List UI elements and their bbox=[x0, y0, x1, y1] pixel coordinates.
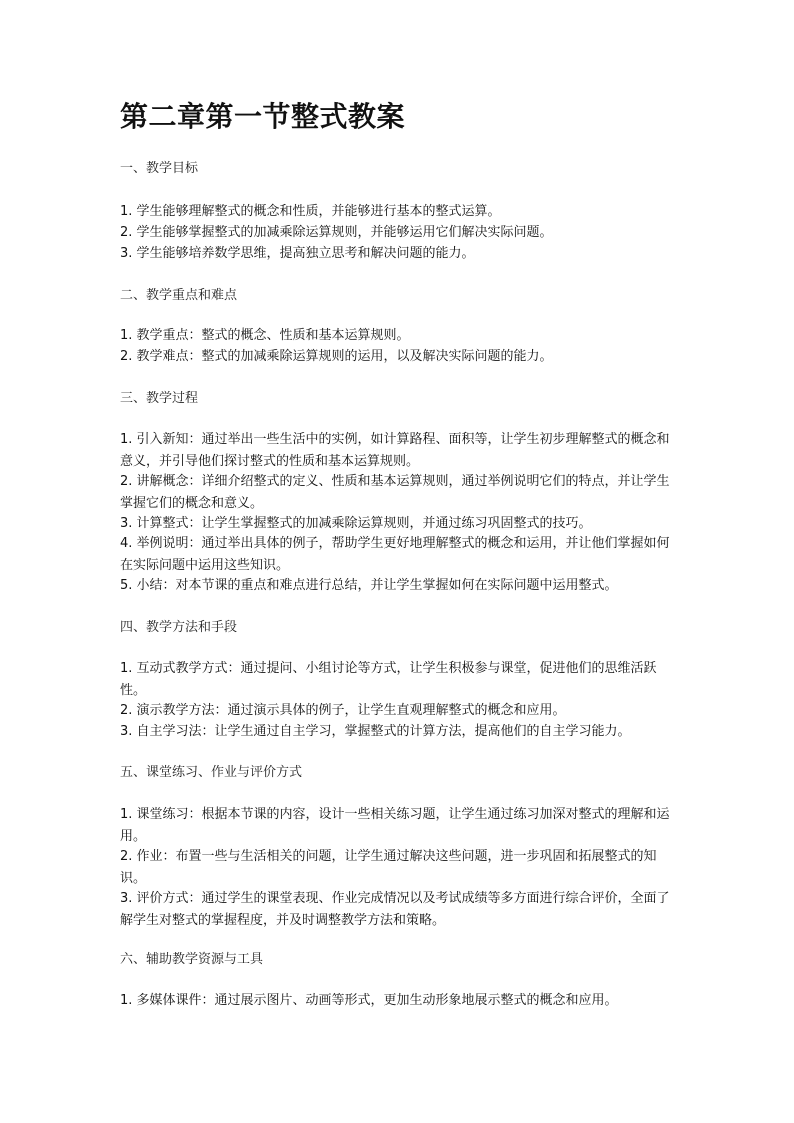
list-item: 2. 学生能够掌握整式的加减乘除运算规则，并能够运用它们解决实际问题。 bbox=[120, 225, 553, 240]
list-item: 1. 引入新知：通过举出一些生活中的实例，如计算路程、面积等，让学生初步理解整式的概念和意义，并引导他们探讨整式的性质和基本运算规则。 bbox=[120, 432, 670, 469]
list-item: 2. 演示教学方法：通过演示具体的例子，让学生直观理解整式的概念和应用。 bbox=[120, 703, 566, 718]
section-heading-key-points: 二、教学重点和难点 bbox=[120, 288, 238, 303]
list-item: 3. 计算整式：让学生掌握整式的加减乘除运算规则，并通过练习巩固整式的技巧。 bbox=[120, 516, 592, 531]
section-heading-methods: 四、教学方法和手段 bbox=[120, 620, 238, 635]
list-item: 1. 教学重点：整式的概念、性质和基本运算规则。 bbox=[120, 328, 410, 343]
list-item: 2. 教学难点：整式的加减乘除运算规则的运用，以及解决实际问题的能力。 bbox=[120, 349, 553, 364]
list-item: 3. 自主学习法：让学生通过自主学习，掌握整式的计算方法，提高他们的自主学习能力。 bbox=[120, 724, 631, 739]
list-item: 3. 评价方式：通过学生的课堂表现、作业完成情况以及考试成绩等多方面进行综合评价，全面了解学生对整式的掌握程度，并及时调整教学方法和策略。 bbox=[120, 891, 670, 928]
section-heading-objectives: 一、教学目标 bbox=[120, 161, 199, 176]
section-heading-process: 三、教学过程 bbox=[120, 391, 199, 406]
list-item: 1. 多媒体课件：通过展示图片、动画等形式，更加生动形象地展示整式的概念和应用。 bbox=[120, 993, 618, 1008]
list-item: 1. 学生能够理解整式的概念和性质，并能够进行基本的整式运算。 bbox=[120, 204, 501, 219]
list-item: 2. 作业：布置一些与生活相关的问题，让学生通过解决这些问题，进一步巩固和拓展整式的知识。 bbox=[120, 849, 657, 886]
list-item: 2. 讲解概念：详细介绍整式的定义、性质和基本运算规则，通过举例说明它们的特点，并让学生掌握它们的概念和意义。 bbox=[120, 474, 670, 511]
section-heading-practice: 五、课堂练习、作业与评价方式 bbox=[120, 765, 303, 780]
list-item: 3. 学生能够培养数学思维，提高独立思考和解决问题的能力。 bbox=[120, 246, 475, 261]
list-item: 1. 互动式教学方式：通过提问、小组讨论等方式，让学生积极参与课堂，促进他们的思维活跃性。 bbox=[120, 661, 657, 698]
list-item: 1. 课堂练习：根据本节课的内容，设计一些相关练习题，让学生通过练习加深对整式的理解和运用。 bbox=[120, 807, 670, 844]
section-heading-resources: 六、辅助教学资源与工具 bbox=[120, 952, 264, 967]
list-item: 5. 小结：对本节课的重点和难点进行总结，并让学生掌握如何在实际问题中运用整式。 bbox=[120, 578, 618, 593]
document-title: 第二章第一节整式教案 bbox=[120, 100, 406, 133]
list-item: 4. 举例说明：通过举出具体的例子，帮助学生更好地理解整式的概念和运用，并让他们掌握如何在实际问题中运用这些知识。 bbox=[120, 536, 670, 573]
